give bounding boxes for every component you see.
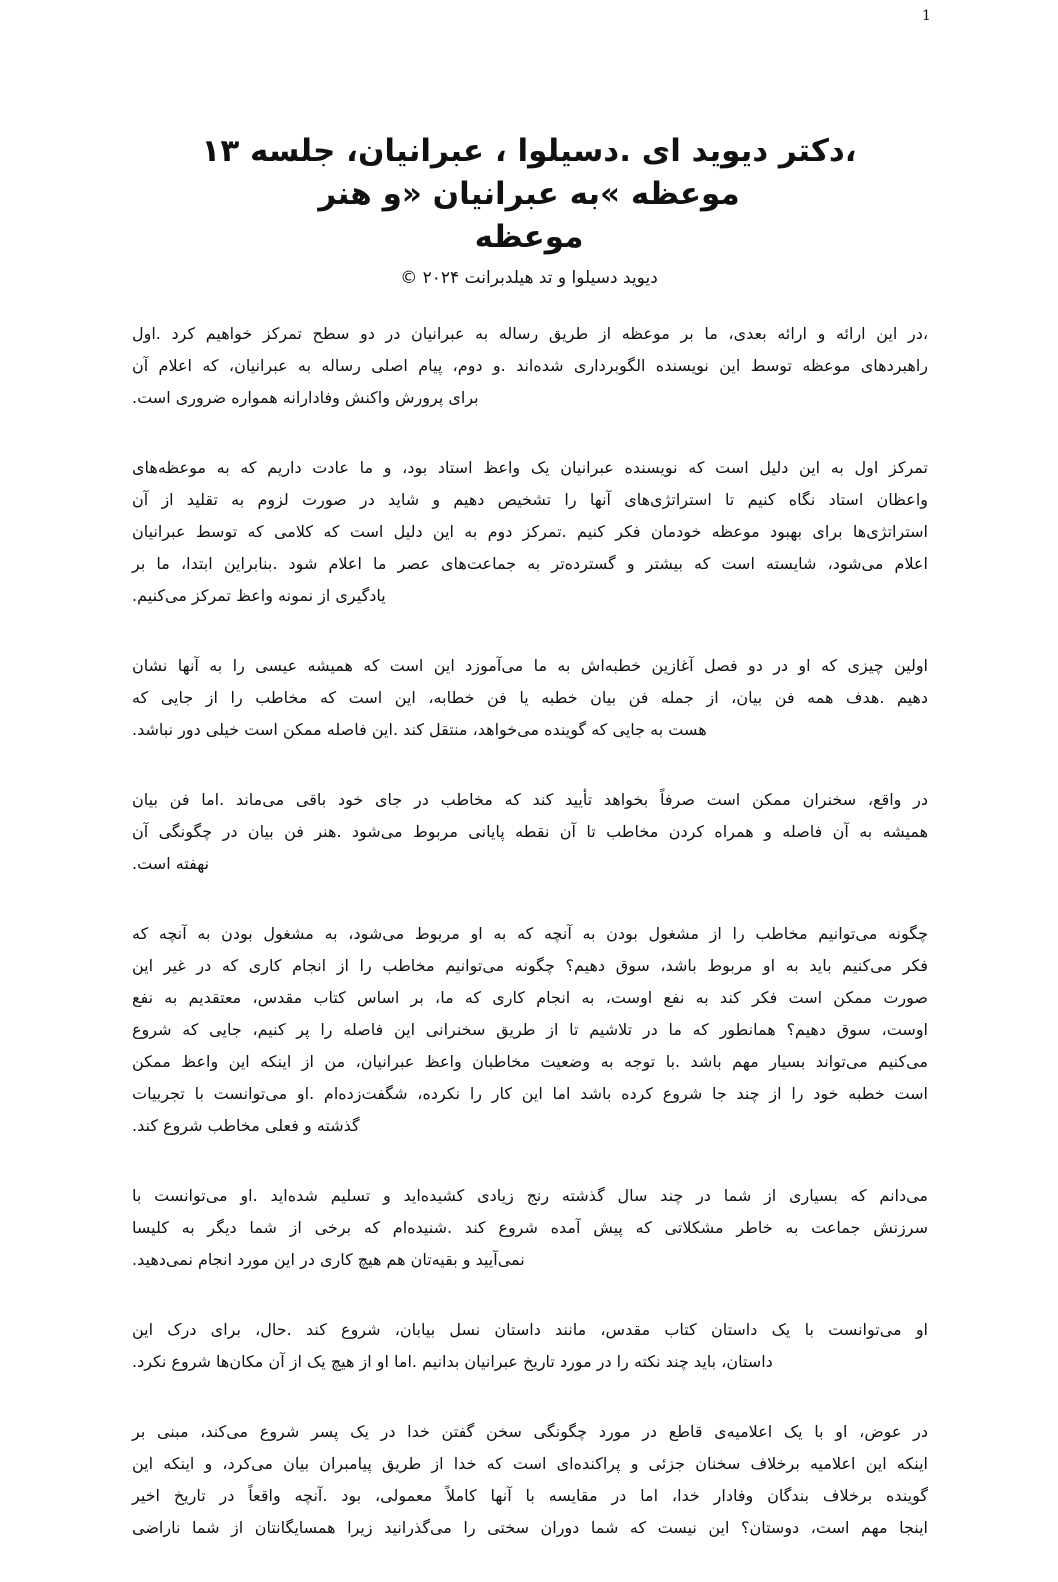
paragraph-line: نهفته است. bbox=[132, 854, 210, 873]
page-number: 1 bbox=[922, 8, 931, 24]
paragraph-line: می‌دانم که بسیاری از شما در چند سال گذشته رنج زیادی کشیده‌اید و تسلیم شده‌اید .او می‌توانست با bbox=[132, 1186, 928, 1205]
paragraph-line: فکر می‌کنیم باید به او مربوط باشد، سوق دهیم؟ چگونه می‌توانیم مخاطب را از انجام کاری که در غیر این bbox=[132, 956, 928, 975]
paragraph-line: همیشه به آن فاصله و همراه کردن مخاطب تا آن نقطه پایانی مربوط می‌شود .هنر فن بیان در چگونگی آن bbox=[132, 822, 928, 841]
paragraph bbox=[132, 1314, 928, 1378]
paragraph bbox=[132, 452, 928, 612]
paragraph-line: اعلام می‌شود، شایسته است که بیشتر و گسترده‌تر به جماعت‌های عصر ما اعلام شود .بنابراین ابتدا، ما بر bbox=[132, 554, 928, 573]
paragraph-line: در عوض، او با یک اعلامیه‌ی قاطع در مورد چگونگی سخن گفتن خدا در یک پسر شروع می‌کند، مبنی بر bbox=[132, 1422, 928, 1441]
title-line-3: موعظه bbox=[474, 219, 584, 255]
paragraph-line: سرزنش جماعت به خاطر مشکلاتی که پیش آمده شروع کند .شنیده‌ام که برخی از شما دیگر به کلیسا bbox=[132, 1218, 928, 1237]
title-line-1: ،دکتر دیوید ای .دسیلوا ، عبرانیان، جلسه ۱۳ bbox=[201, 133, 857, 169]
paragraph-line: گوینده برخلاف بندگان وفادار خدا، اما در مقایسه با آنها کاملاً معمولی، بود .آنچه واقعاً در تاریخ اخیر bbox=[132, 1486, 928, 1505]
paragraph-line: چگونه می‌توانیم مخاطب را از مشغول بودن به آنچه که به او مربوط می‌شود، به مشغول بودن به آنچه که bbox=[132, 924, 928, 943]
paragraph-line: می‌کنیم می‌تواند بسیار مهم باشد .با توجه به وضعیت مخاطبان واعظ عبرانیان، من از اینکه این واعظ ممکن bbox=[132, 1052, 928, 1071]
paragraph-line: صورت ممکن است فکر کند به نفع اوست، به انجام کاری که ما، بر اساس کتاب مقدس، معتقدیم به نفع bbox=[132, 988, 928, 1007]
paragraph-line: دهیم .هدف همه فن بیان، از جمله فن بیان خطبه یا فن خطابه، این است که مخاطب را از جایی که bbox=[132, 688, 928, 707]
paragraph-line: اینکه این اعلامیه برخلاف سخنان جزئی و پراکنده‌ای است که خدا از طریق پیامبران بیان می‌کرد، و اینکه این bbox=[132, 1454, 928, 1473]
paragraph bbox=[132, 918, 928, 1142]
paragraph-line: در واقع، سخنران ممکن است صرفاً بخواهد تأیید کند که مخاطب در جای خود باقی می‌ماند .اما فن بیان bbox=[132, 790, 928, 809]
paragraph-line: نمی‌آیید و بقیه‌تان هم هیچ کاری در این مورد انجام نمی‌دهید. bbox=[132, 1250, 525, 1269]
paragraph-line: هست به جایی که گوینده می‌خواهد، منتقل کند .این فاصله ممکن است خیلی دور نباشد. bbox=[132, 720, 707, 739]
paragraph-line: داستان، باید چند نکته را در مورد تاریخ عبرانیان بدانیم .اما او از هیچ یک از آن مکان‌ها شروع نکرد. bbox=[132, 1352, 773, 1371]
paragraph-line: اینجا مهم است، دوستان؟ این نیست که شما دوران سختی را می‌گذرانید زیرا همسایگانتان از شما ناراضی bbox=[132, 1518, 928, 1537]
paragraph-line: واعظان استاد نگاه کنیم تا استراتژی‌های آنها را تشخیص دهیم و شاید در صورت لزوم به تقلید از آن bbox=[132, 490, 928, 509]
paragraph-line: اولین چیزی که او در دو فصل آغازین خطبه‌اش به ما می‌آموزد این است که همیشه عیسی را به آنها نشان bbox=[132, 656, 928, 675]
paragraph-line: او می‌توانست با یک داستان کتاب مقدس، مانند داستان نسل بیابان، شروع کند .حال، برای درک این bbox=[132, 1320, 928, 1339]
paragraph bbox=[132, 650, 928, 746]
paragraph bbox=[132, 784, 928, 880]
paragraph-line: است خطبه خود را از چند جا شروع کرده باشد اما این کار را نکرده، شگفت‌زده‌ام .او می‌توانست با تجربیات bbox=[132, 1084, 928, 1103]
paragraph-line: راهبردهای موعظه توسط این نویسنده الگوبرداری شده‌اند .و دوم، پیام اصلی رساله به عبرانیان، که اعلام آن bbox=[132, 356, 928, 375]
paragraph-line: ،در این ارائه و ارائه بعدی، ما بر موعظه از طریق رساله به عبرانیان در دو سطح تمرکز خواهیم کرد .اول bbox=[132, 324, 928, 343]
paragraph bbox=[132, 318, 928, 414]
title-line-2: موعظه »به عبرانیان «و هنر bbox=[318, 176, 740, 212]
paragraph bbox=[132, 1180, 928, 1276]
paragraph-line: استراتژی‌ها برای بهبود موعظه خودمان فکر کنیم .تمرکز دوم به این دلیل است که کلامی که توسط عبرانیان bbox=[132, 522, 928, 541]
document-header bbox=[0, 130, 1058, 293]
paragraph bbox=[132, 1416, 928, 1544]
document-body bbox=[132, 318, 928, 1582]
copyright-subtitle: دیوید دسیلوا و تد هیلدبرانت ۲۰۲۴ © bbox=[400, 268, 658, 288]
paragraph-line: یادگیری از نمونه واعظ تمرکز می‌کنیم. bbox=[132, 586, 386, 605]
paragraph-line: تمرکز اول به این دلیل است که نویسنده عبرانیان یک واعظ استاد بود، و ما عادت داریم که به موعظه‌های bbox=[132, 458, 928, 477]
paragraph-line: برای پرورش واکنش وفادارانه همواره ضروری است. bbox=[132, 388, 479, 407]
paragraph-line: گذشته و فعلی مخاطب شروع کند. bbox=[132, 1116, 360, 1135]
paragraph-line: اوست، سوق دهیم؟ همانطور که ما در تلاشیم تا از طریق سخنرانی این فاصله را پر کنیم، جایی که شروع bbox=[132, 1020, 928, 1039]
